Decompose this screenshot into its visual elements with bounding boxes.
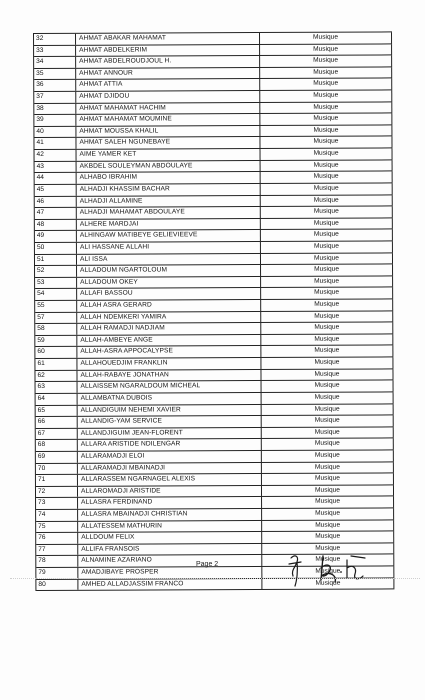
candidate-name: ALI HASSANE ALLAHI bbox=[77, 242, 261, 253]
subject-cell: Musique bbox=[261, 207, 393, 218]
candidate-name: ALI ISSA bbox=[77, 254, 261, 265]
subject-cell: Musique bbox=[261, 218, 393, 229]
row-number: 38 bbox=[34, 103, 76, 114]
subject-cell: Musique bbox=[261, 160, 393, 171]
row-number: 73 bbox=[36, 498, 78, 509]
candidate-name: ALLANDIG-YAM SERVICE bbox=[78, 416, 262, 427]
subject-cell: Musique bbox=[262, 462, 394, 473]
page-number: Page 2 bbox=[196, 561, 219, 568]
row-number: 77 bbox=[36, 545, 78, 556]
candidate-name: ALLIFA FRANSOIS bbox=[78, 544, 262, 555]
subject-cell: Musique bbox=[260, 114, 392, 125]
candidate-name: ALLAISSEM NGARALDOUM MICHEAL bbox=[78, 381, 262, 392]
subject-cell: Musique bbox=[260, 67, 392, 78]
row-number: 37 bbox=[34, 92, 76, 103]
subject-cell: Musique bbox=[262, 555, 394, 566]
candidate-name: ALLAH NDEMKERI YAMIRA bbox=[77, 312, 261, 323]
subject-cell: Musique bbox=[262, 485, 394, 496]
row-number: 68 bbox=[36, 440, 78, 451]
subject-cell: Musique bbox=[260, 102, 392, 113]
row-number: 42 bbox=[35, 150, 77, 161]
subject-cell: Musique bbox=[261, 276, 393, 287]
subject-cell: Musique bbox=[260, 137, 392, 148]
subject-cell: Musique bbox=[261, 288, 393, 299]
subject-cell: Musique bbox=[262, 427, 394, 438]
subject-cell: Musique bbox=[262, 578, 394, 589]
subject-cell: Musique bbox=[260, 79, 392, 90]
row-number: 39 bbox=[34, 115, 76, 126]
candidate-name: ALLAROMADJI ARISTIDE bbox=[78, 486, 262, 497]
candidate-name: AMADJIBAYE PROSPER bbox=[78, 567, 262, 578]
subject-cell: Musique bbox=[261, 323, 393, 334]
subject-cell: Musique bbox=[261, 253, 393, 264]
row-number: 57 bbox=[35, 312, 77, 323]
subject-cell: Musique bbox=[261, 241, 393, 252]
row-number: 34 bbox=[34, 57, 76, 68]
subject-cell: Musique bbox=[261, 172, 393, 183]
row-number: 44 bbox=[35, 173, 77, 184]
row-number: 45 bbox=[35, 185, 77, 196]
candidate-name: AHMAT ABAKAR MAHAMAT bbox=[76, 33, 260, 44]
subject-cell: Musique bbox=[261, 265, 393, 276]
candidate-name: ALHADJI ALLAMINE bbox=[77, 196, 261, 207]
subject-cell: Musique bbox=[260, 125, 392, 136]
subject-cell: Musique bbox=[260, 44, 392, 55]
row-number: 79 bbox=[36, 568, 78, 579]
row-number: 63 bbox=[36, 382, 78, 393]
candidate-name: ALHERE MARDJAI bbox=[77, 219, 261, 230]
subject-cell: Musique bbox=[262, 508, 394, 519]
row-number: 61 bbox=[35, 359, 77, 370]
row-number: 43 bbox=[35, 162, 77, 173]
candidate-name: AHMAT DJIDOU bbox=[76, 91, 260, 102]
candidate-name: AHMAT SALEH NGUNEBAYE bbox=[76, 137, 260, 148]
row-number: 55 bbox=[35, 301, 77, 312]
subject-cell: Musique bbox=[261, 369, 393, 380]
candidate-name: AHMAT ANNOUR bbox=[76, 68, 260, 79]
subject-cell: Musique bbox=[262, 404, 394, 415]
candidate-name: ALLARAMADJI MBAINADJI bbox=[78, 463, 262, 474]
row-number: 60 bbox=[35, 347, 77, 358]
candidate-name: ALLARASSEM NGARNAGEL ALEXIS bbox=[78, 474, 262, 485]
candidate-name: ALLATESSEM MATHURIN bbox=[78, 521, 262, 532]
row-number: 76 bbox=[36, 533, 78, 544]
candidate-name: ALLAH RAMADJI NADJIAM bbox=[77, 323, 261, 334]
row-number: 46 bbox=[35, 196, 77, 207]
subject-cell: Musique bbox=[261, 149, 393, 160]
candidate-name: AHMAT ABDELROUDJOUL H. bbox=[76, 56, 260, 67]
row-number: 67 bbox=[36, 429, 78, 440]
subject-cell: Musique bbox=[262, 520, 394, 531]
row-number: 64 bbox=[36, 394, 78, 405]
subject-cell: Musique bbox=[261, 230, 393, 241]
subject-cell: Musique bbox=[260, 56, 392, 67]
row-number: 72 bbox=[36, 487, 78, 498]
row-number: 33 bbox=[34, 45, 76, 56]
row-number: 75 bbox=[36, 521, 78, 532]
candidate-name: AHMAT ATTIA bbox=[76, 79, 260, 90]
row-number: 41 bbox=[34, 138, 76, 149]
row-number: 65 bbox=[36, 405, 78, 416]
candidate-name: ALLDOUM FELIX bbox=[78, 532, 262, 543]
candidate-name: ALHADJI KHASSIM BACHAR bbox=[77, 184, 261, 195]
candidate-name: AIME YAMER KET bbox=[77, 149, 261, 160]
page-footer bbox=[0, 558, 425, 588]
subject-cell: Musique bbox=[262, 543, 394, 554]
row-number: 70 bbox=[36, 463, 78, 474]
row-number: 50 bbox=[35, 243, 77, 254]
row-number: 69 bbox=[36, 452, 78, 463]
candidate-name: ALLAH-AMBEYE ANGE bbox=[77, 335, 261, 346]
candidate-name: ALLANDIGUIM NEHEMI XAVIER bbox=[78, 405, 262, 416]
row-number: 48 bbox=[35, 220, 77, 231]
candidate-table bbox=[33, 31, 394, 591]
subject-cell: Musique bbox=[262, 566, 394, 577]
row-number: 52 bbox=[35, 266, 77, 277]
candidate-name: ALLAH-ASRA APPOCALYPSE bbox=[77, 346, 261, 357]
candidate-name: ALHADJI MAHAMAT ABDOULAYE bbox=[77, 207, 261, 218]
subject-cell: Musique bbox=[260, 32, 392, 43]
candidate-name: ALLAH ASRA GERARD bbox=[77, 300, 261, 311]
candidate-name: ALHINGAW MATIBEYE GELIEVIEEVE bbox=[77, 230, 261, 241]
page-bottom-divider bbox=[10, 578, 420, 579]
row-number: 53 bbox=[35, 278, 77, 289]
row-number: 58 bbox=[35, 324, 77, 335]
candidate-name: ALNAMINE AZARIANO bbox=[78, 555, 262, 566]
candidate-name: ALLAH-RABAYE JONATHAN bbox=[77, 370, 261, 381]
candidate-name: AHMAT MAHAMAT MOUMINE bbox=[76, 114, 260, 125]
candidate-name: AHMAT ABDELKERIM bbox=[76, 45, 260, 56]
subject-cell: Musique bbox=[262, 474, 394, 485]
subject-cell: Musique bbox=[261, 299, 393, 310]
subject-cell: Musique bbox=[262, 497, 394, 508]
subject-cell: Musique bbox=[261, 334, 393, 345]
subject-cell: Musique bbox=[262, 416, 394, 427]
row-number: 80 bbox=[36, 579, 78, 590]
subject-cell: Musique bbox=[260, 90, 392, 101]
candidate-name: ALHABO IBRAHIM bbox=[77, 172, 261, 183]
subject-cell: Musique bbox=[261, 195, 393, 206]
subject-cell: Musique bbox=[262, 450, 394, 461]
candidate-name: ALLASRA FERDINAND bbox=[78, 497, 262, 508]
row-number: 66 bbox=[36, 417, 78, 428]
candidate-name: AMHED ALLADJASSIM FRANCO bbox=[78, 579, 262, 590]
candidate-name: ALLAFI BASSOU bbox=[77, 288, 261, 299]
subject-cell: Musique bbox=[262, 381, 394, 392]
candidate-name: ALLAMBATNA DUBOIS bbox=[78, 393, 262, 404]
candidate-name: AHMAT MOUSSA KHALIL bbox=[76, 126, 260, 137]
candidate-name: AKBDEL SOULEYMAN ABDOULAYE bbox=[77, 161, 261, 172]
row-number: 47 bbox=[35, 208, 77, 219]
subject-cell: Musique bbox=[261, 346, 393, 357]
subject-cell: Musique bbox=[261, 357, 393, 368]
candidate-name: ALLARA ARISTIDE NDILENGAR bbox=[78, 439, 262, 450]
row-number: 59 bbox=[35, 336, 77, 347]
candidate-name: AHMAT MAHAMAT HACHIM bbox=[76, 103, 260, 114]
row-number: 36 bbox=[34, 80, 76, 91]
row-number: 32 bbox=[34, 34, 76, 45]
candidate-name: ALLASRA MBAINADJI CHRISTIAN bbox=[78, 509, 262, 520]
subject-cell: Musique bbox=[261, 183, 393, 194]
row-number: 51 bbox=[35, 254, 77, 265]
subject-cell: Musique bbox=[262, 439, 394, 450]
candidate-name: ALLADOUM NGARTOLOUM bbox=[77, 265, 261, 276]
subject-cell: Musique bbox=[262, 532, 394, 543]
candidate-name: ALLADOUM OKEY bbox=[77, 277, 261, 288]
row-number: 71 bbox=[36, 475, 78, 486]
row-number: 40 bbox=[34, 127, 76, 138]
row-number: 35 bbox=[34, 69, 76, 80]
row-number: 54 bbox=[35, 289, 77, 300]
signature-icon bbox=[285, 550, 375, 590]
subject-cell: Musique bbox=[262, 392, 394, 403]
row-number: 62 bbox=[35, 370, 77, 381]
row-number: 49 bbox=[35, 231, 77, 242]
subject-cell: Musique bbox=[261, 311, 393, 322]
candidate-name: ALLANDJIGUIM JEAN-FLORENT bbox=[78, 428, 262, 439]
row-number: 78 bbox=[36, 556, 78, 567]
candidate-name: ALLARAMADJI ELOI bbox=[78, 451, 262, 462]
candidate-name: ALLAHOUEDJIM FRANKLIN bbox=[77, 358, 261, 369]
row-number: 74 bbox=[36, 510, 78, 521]
